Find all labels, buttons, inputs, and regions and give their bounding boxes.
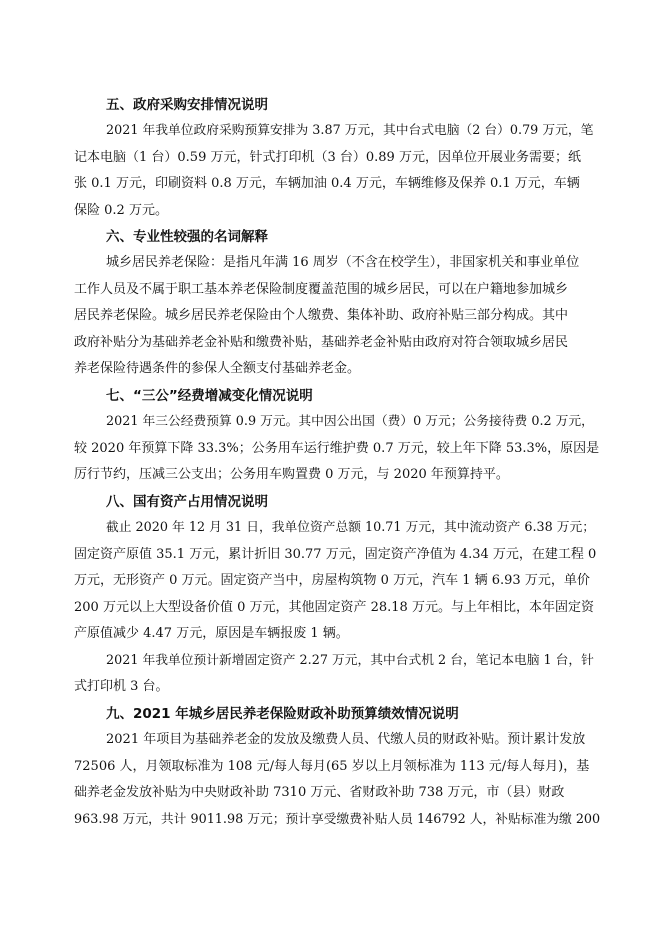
section-5-line-2: 记本电脑（1 台）0.59 万元，针式打印机（3 台）0.89 万元，因单位开展业务需要；纸 (74, 150, 581, 165)
section-7-line-3: 厉行节约，压减三公支出；公务用车购置费 0 万元，与 2020 年预算持平。 (74, 467, 509, 482)
section-8-line-1: 截止 2020 年 12 月 31 日，我单位资产总额 10.71 万元，其中流动资产 6.38 万元； (106, 520, 596, 535)
section-9-line-1: 2021 年项目为基础养老金的发放及缴费人员、代缴人员的财政补贴。预计累计发放 (106, 732, 586, 747)
section-9-line-3: 础养老金发放补贴为中央财政补助 7310 万元、省财政补助 738 万元，市（县）财政 (74, 785, 565, 800)
section-8-line-3: 万元，无形资产 0 万元。固定资产当中，房屋构筑物 0 万元，汽车 1 辆 6.93 万元，单价 (74, 573, 590, 588)
section-6-line-5: 养老保险待遇条件的参保人全额支付基础养老金。 (74, 361, 361, 376)
section-7-heading: 七、“三公”经费增减变化情况说明 (106, 388, 313, 404)
section-6-line-3: 居民养老保险。城乡居民养老保险由个人缴费、集体补助、政府补贴三部分构成。其中 (74, 308, 569, 323)
section-5-line-4: 保险 0.2 万元。 (74, 203, 168, 218)
section-9-line-2: 72506 人，月领取标准为 108 元/每人每月(65 岁以上月领标准为 113 元/每人每月)，基 (74, 759, 590, 774)
section-7-line-1: 2021 年三公经费预算 0.9 万元。其中因公出国（费）0 万元；公务接待费 0.2 万元， (106, 414, 594, 429)
section-8-line-2: 固定资产原值 35.1 万元，累计折旧 30.77 万元，固定资产净值为 4.34 万元，在建工程 0 (74, 547, 597, 562)
section-6-line-2: 工作人员及不属于职工基本养老保险制度覆盖范围的城乡居民，可以在户籍地参加城乡 (74, 282, 569, 297)
section-7-line-2: 较 2020 年预算下降 33.3%；公务用车运行维护费 0.7 万元，较上年下降 53.3%，原因是 (74, 441, 600, 456)
section-8-line-5: 产原值减少 4.47 万元，原因是车辆报废 1 辆。 (74, 626, 349, 641)
section-6-line-4: 政府补贴分为基础养老金补贴和缴费补贴，基础养老金补贴由政府对符合领取城乡居民 (74, 335, 569, 350)
section-9-heading: 九、2021 年城乡居民养老保险财政补助预算绩效情况说明 (106, 706, 459, 722)
section-8-heading: 八、国有资产占用情况说明 (106, 494, 268, 510)
section-5-line-3: 张 0.1 万元，印刷资料 0.8 万元，车辆加油 0.4 万元，车辆维修及保养 0.1 万元，车辆 (74, 176, 580, 191)
section-5-heading: 五、政府采购安排情况说明 (106, 97, 268, 113)
section-8-line-6: 2021 年我单位预计新增固定资产 2.27 万元，其中台式机 2 台，笔记本电脑 1 台，针 (106, 653, 594, 668)
section-6-heading: 六、专业性较强的名词解释 (106, 229, 268, 245)
section-9-line-4: 963.98 万元，共计 9011.98 万元；预计享受缴费补贴人员 146792 人，补贴标准为缴 200 (74, 812, 601, 827)
section-5-line-1: 2021 年我单位政府采购预算安排为 3.87 万元，其中台式电脑（2 台）0.79 万元，笔 (106, 123, 594, 138)
section-8-line-7: 式打印机 3 台。 (74, 679, 169, 694)
section-8-line-4: 200 万元以上大型设备价值 0 万元，其他固定资产 28.18 万元。与上年相比，本年固定资 (74, 600, 594, 615)
section-6-line-1: 城乡居民养老保险：是指凡年满 16 周岁（不含在校学生），非国家机关和事业单位 (106, 255, 580, 270)
